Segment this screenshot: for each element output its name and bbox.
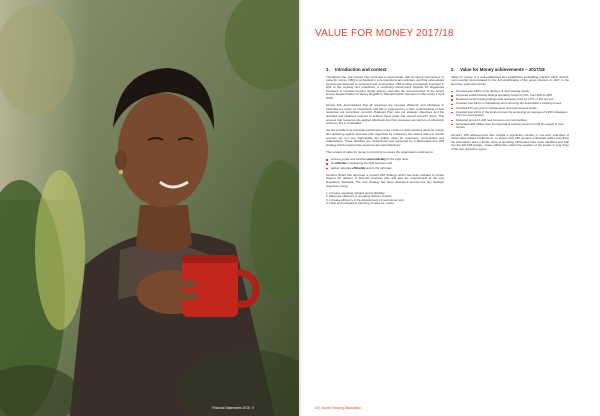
page-title: VALUE FOR MONEY 2017/18 <box>315 28 454 39</box>
left-page-footer <box>212 406 254 410</box>
section-2-number: 2. <box>451 67 455 72</box>
list-item: Invested over £14m in maintaining and improving the Association's existing homes <box>451 102 569 106</box>
section-2-heading <box>451 67 569 73</box>
section-1-paragraph: Throughout the year Accord has continued to demonstrate that its strong commitment to value for money (VfM) is embedded in core operations and activities, and that value-added services are delivered to customers and communities. VfM remains increasingly important in light of the ongoing rent reductions, a continuing Government appetite for Registered Providers to increase housing supply delivery and also the announcement of the recent Homes England Value for Money Regulatory Standard which has been in effect since 1 April 2018. <box>326 74 444 101</box>
section-1-paragraph: The concept of value for money to Accord is to ensure the organisation continues to: <box>326 149 434 154</box>
list-item: procure goods and services economically for the right price; <box>326 158 444 162</box>
list-item: 4. Clear and transparent reporting of value for money. <box>326 201 395 206</box>
list-item: 3. Increase efficiency in the development of new homes; and <box>326 197 404 202</box>
footer-separator: | <box>319 406 321 410</box>
list-item: Delivered around 1,200 new homes to our communities <box>451 119 569 123</box>
section-1-paragraph: Accord considers its corporate performance in the context of both securing value for money and delivering against business plan objectives by measuring the actions taken to ensure services are not only high-quality, but deliver value for customers, communities and stakeholders. These activities are underpinned and supported by a Board-approved VfM strategy which ensures that resources are used effectively. <box>326 128 444 147</box>
page-number: 10 <box>315 406 319 410</box>
section-1-title: Introduction and context <box>335 67 387 72</box>
section-1-paragraph: Accord fully demonstrates that all resources are invested efficiently and effectively to maximise the return on investment, and this is supported by a clear understanding of how resources are committed. Accord's Business Plan sets out strategic objectives and the activities and initiatives required to achieve these goals and support Accord's vision. This ensures that resources are applied effectively and that processes are carried out effectively wherever this is undertaken. <box>326 103 444 126</box>
right-page-footer <box>315 406 361 410</box>
list-item: Invested £6m per year in maintenance and improvement works <box>451 107 569 111</box>
section-1-number: 1. <box>326 67 330 72</box>
right-page <box>301 0 600 416</box>
vfm-principles-list <box>326 158 444 170</box>
list-item: Invested over £11m in the local economy by employing an average of 3,200 colleagues from our communities <box>451 111 569 118</box>
list-item: deliver activities efficiently and in the right way. <box>326 167 444 171</box>
section-2-paragraph: Value for money is a well-established and established embedding practice within Accord, most recently demonstrated by the full simplification of the group structure in 2017. In the last three years Accord has: <box>451 74 569 86</box>
strategic-objectives-list <box>326 192 444 206</box>
footer-brand: Accord Housing Association <box>321 406 361 410</box>
section-2-paragraph: Accord's VfM achievements also include a significant number of one-such examples of social value added. Furthermore, to ensure that VfM remains embedded within everything the Association does a further drive of operating efficiencies have been identified and built into the 2017/18 budget – these efficiencies reflect the equation of the impact of year three of the rent reduction regime. <box>451 132 569 151</box>
list-item: 1. Increase operating margins and profitability; <box>326 190 386 195</box>
section-1-heading <box>326 67 444 73</box>
list-item: Reduced social housing lettings total operating costs by 17%, or 3% per unit <box>451 98 569 102</box>
left-footer-separator: | <box>250 406 252 410</box>
list-item: Improved social housing lettings operating margin by 6%, from 29% to 35% <box>451 94 569 98</box>
achievements-list <box>451 90 569 130</box>
left-footer-section: Financial Statements 2018 <box>212 406 250 410</box>
section-1-paragraph: Accord's Board has approved a revised VfM Strategy which has been updated to further support the delivery of Accord's business plan and also the requirements of the new Regulatory Standard. The new strategy has been developed around four key strategic objectives, being: <box>326 172 444 188</box>
list-item: Generated £20 million from the disposal of existing homes to fund the supply of new homes <box>451 123 569 130</box>
list-item: Invested over £58m in the delivery of new housing supply <box>451 90 569 94</box>
section-2-title: Value for Money achievements – 2017/18 <box>460 67 545 72</box>
column-introduction <box>326 67 444 206</box>
column-achievements <box>451 67 569 155</box>
list-item: 2. Maximise efficiency in operating delivery models; <box>326 194 392 199</box>
list-item: be effective in delivering the right services; and <box>326 162 444 166</box>
cover-photo <box>0 0 299 416</box>
left-footer-page-number: 9 <box>252 406 255 410</box>
woman-with-mug-illustration <box>0 0 299 416</box>
